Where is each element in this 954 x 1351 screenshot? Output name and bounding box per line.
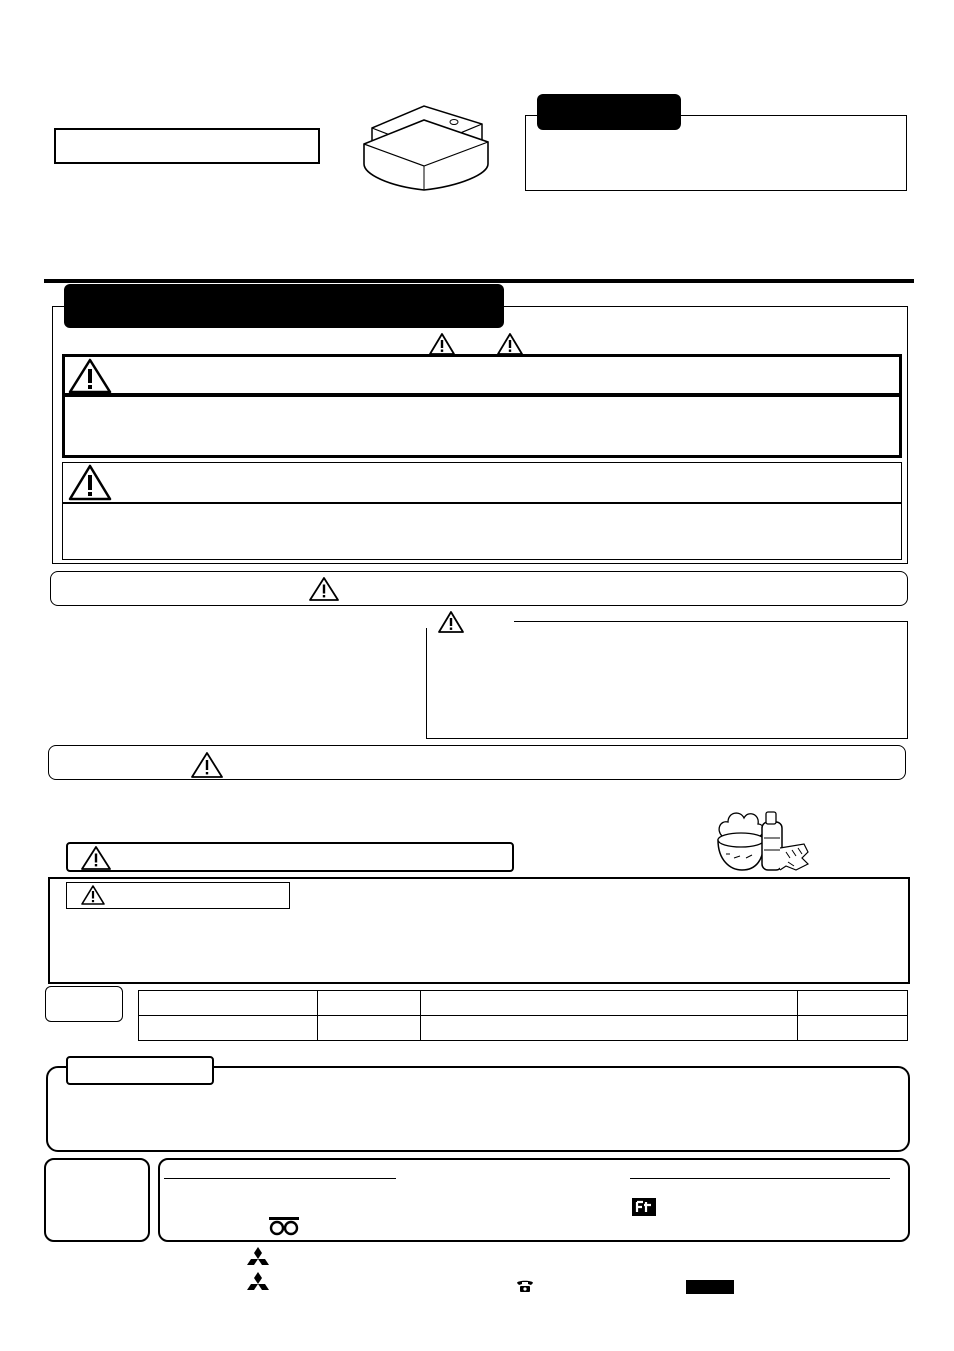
warning-body [62, 394, 902, 458]
caution-header [62, 462, 902, 504]
contact-divider-right [630, 1178, 890, 1179]
ceiling-light-fixture-icon [360, 104, 492, 192]
instructions-heading-bar [50, 571, 908, 606]
caution-note-box [426, 621, 908, 739]
table-cell [318, 991, 421, 1016]
warning-triangle-icon [428, 332, 456, 356]
model-name-box [54, 128, 320, 164]
safety-section-title-tab [64, 284, 504, 328]
warning-triangle-icon [68, 464, 112, 502]
specs-label [45, 986, 123, 1022]
specs-table [138, 990, 908, 1041]
warning-triangle-icon [496, 332, 524, 356]
fax-icon [632, 1198, 656, 1216]
notice-tab [537, 94, 681, 130]
table-cell [798, 1016, 908, 1041]
notes-tab [66, 1056, 214, 1085]
warning-triangle-icon [80, 845, 112, 871]
table-row [139, 991, 908, 1016]
table-row [139, 1016, 908, 1041]
caution-body [62, 502, 902, 560]
warning-triangle-icon [308, 576, 340, 602]
table-cell [798, 991, 908, 1016]
table-cell [318, 1016, 421, 1041]
warning-triangle-icon [190, 751, 224, 779]
redacted-label-block [686, 1280, 734, 1294]
mitsubishi-logo-icon [244, 1247, 272, 1271]
free-dial-icon [268, 1216, 300, 1236]
warning-header [62, 354, 902, 396]
warning-triangle-icon [80, 884, 106, 906]
telephone-icon [516, 1279, 534, 1293]
contact-label-box [44, 1158, 150, 1242]
section-divider [44, 279, 914, 283]
table-cell [421, 991, 798, 1016]
table-cell [139, 1016, 318, 1041]
warning-triangle-icon [437, 610, 465, 634]
cleaning-heading-bar [66, 842, 514, 872]
table-cell [139, 991, 318, 1016]
warning-triangle-icon [68, 358, 112, 394]
mitsubishi-logo-icon [244, 1272, 272, 1296]
contact-divider-left [164, 1178, 396, 1179]
cleaning-supplies-icon [712, 800, 812, 876]
maintenance-heading-bar [48, 745, 906, 780]
table-cell [421, 1016, 798, 1041]
